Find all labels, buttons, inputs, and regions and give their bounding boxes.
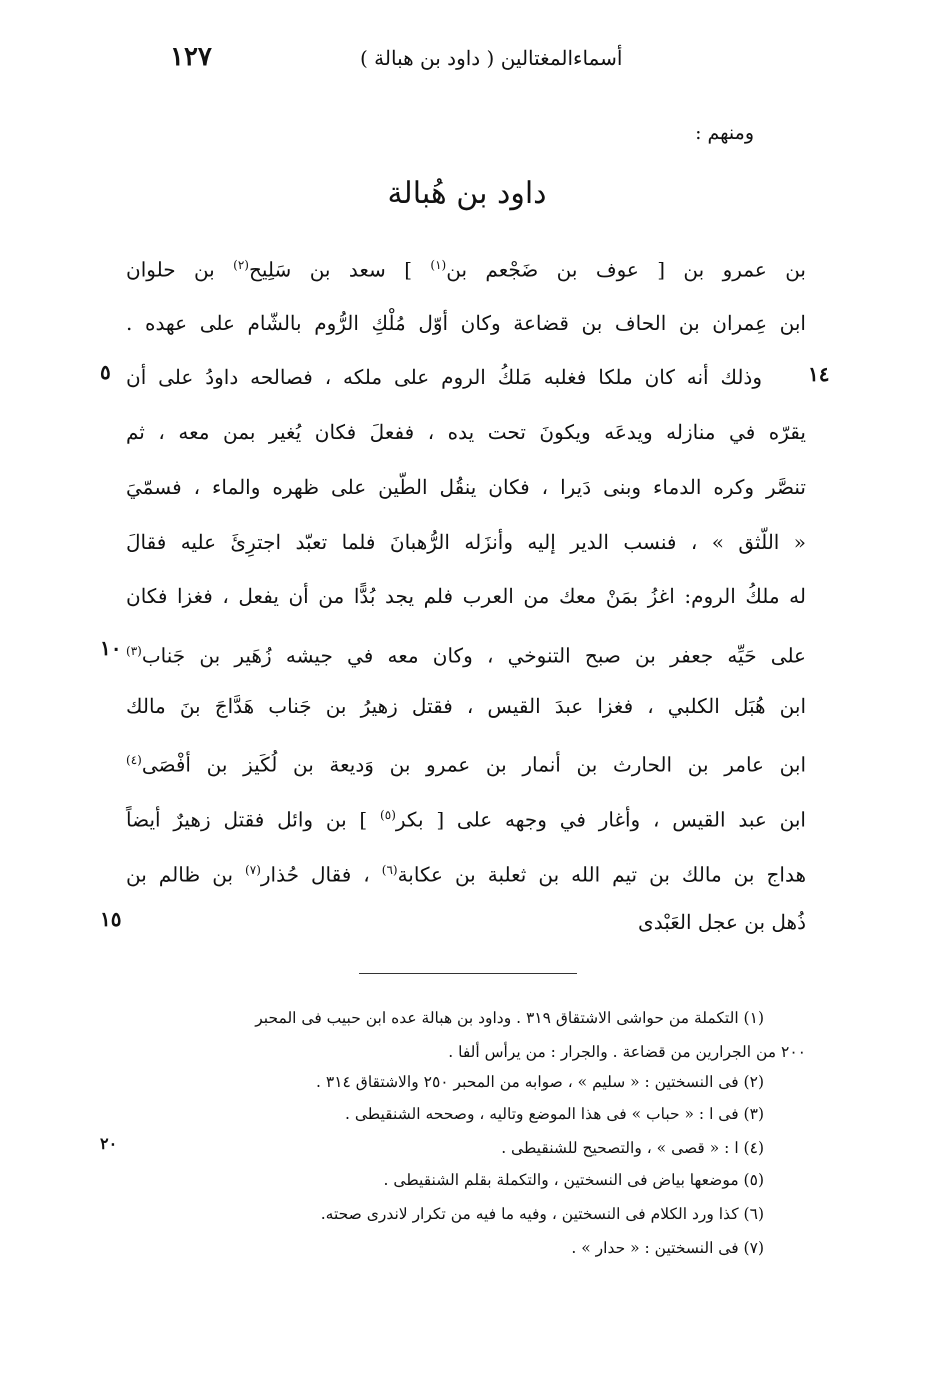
body-line: ابن عِمران بن الحاف بن قضاعة وكان أوّل مُلْكِ الرُّوم بالشّام على عهده . <box>126 311 806 335</box>
body-line: ابن عبد القيس ، وأغار في وجهه على [ بكر$^{(٥)}$ ] بن وائل فقتل زهيرٌ أيضاً <box>126 807 806 832</box>
footnote-line: (٦) كذا ورد الكلام فى النسختين ، وفيه ما فيه من تكرار لاندرى صحته. <box>320 1205 764 1223</box>
line-marker: ١٠ <box>100 636 122 660</box>
intro-text: ومنهم : <box>695 122 754 144</box>
footnote-line: (٧) فى النسختين : « حدار » . <box>571 1239 764 1257</box>
body-line: ابن عامر بن الحارث بن أنمار بن عمرو بن وَديعة بن لُكَيز بن أفْصَى$^{(٤)}$ <box>126 752 806 777</box>
body-line: هداج بن مالك بن تيم الله بن ثعلبة بن عكابة$^{(٦)}$ ، فقال حُذار$^{(٧)}$ بن ظالم بن <box>126 862 806 887</box>
body-line: تنصَّر وكره الدماء وبنى دَيرا ، فكان ينقُل الطّين على ظهره والماء ، فسمّيَ <box>126 475 806 499</box>
body-line: ابن هُبَل الكلبي ، فغزا عبدَ القيس ، فقتل زهيرُ بن جَناب هَدَّاجَ بنَ مالك <box>126 694 806 718</box>
footnote-line: (١) التكملة من حواشى الاشتقاق ٣١٩ . وداود بن هبالة عده ابن حبيب فى المحبر <box>255 1009 764 1027</box>
footnote-line: ٢٠٠ من الجرارين من قضاعة . والجرار : من يرأس ألفا . <box>448 1043 806 1061</box>
body-line: له ملكُ الروم: اغزُ بمَنْ معك من العرب فلم يجد بُدًّا من أن يفعل ، فغزا فكان <box>126 584 806 608</box>
entry-title: داود بن هُبالة <box>387 176 547 211</box>
line-marker: ٢٠ <box>100 1134 118 1153</box>
body-line: ذُهل بن عجل العَبْدى <box>638 910 806 934</box>
running-head: أسماءالمغتالين ( داود بن هبالة ) <box>360 46 623 70</box>
body-line: يقرّه في منازله ويدعَه ويكونَ تحت يده ، ففعلَ فكان يُغير بمن معه ، ثم <box>126 420 806 444</box>
footnote-line: (٤) ا : « قصى » ، والتصحيح للشنقيطى . <box>501 1139 764 1157</box>
page-number: ١٢٧ <box>170 42 212 72</box>
section-number: ١٤ <box>808 362 830 386</box>
body-line: وذلك أنه كان ملكا فغلبه مَلكُ الروم على ملكه ، فصالحه داودُ على أن <box>126 365 762 389</box>
footnote-divider <box>359 973 577 974</box>
footnote-line: (٢) فى النسختين : « سليم » ، صوابه من المحبر ٢٥٠ والاشتقاق ٣١٤ . <box>316 1073 764 1091</box>
footnote-line: (٣) فى ا : « حباب » فى هذا الموضع وتاليه ، وصححه الشنقيطى . <box>345 1105 764 1123</box>
body-line: « اللّثق » ، فنسب الدير إليه وأنزَله الرُّهبانَ فلما تعبّد اجترِئَ عليه فقالَ <box>126 530 806 554</box>
footnote-line: (٥) موضعها بياض فى النسختين ، والتكملة بقلم الشنقيطى . <box>383 1171 764 1189</box>
line-marker: ٥ <box>100 360 111 384</box>
line-marker: ١٥ <box>100 907 122 931</box>
body-line: على حَيِّه جعفر بن صبح التنوخي ، وكان معه في جيشه زُهَير بن جَناب$^{(٣)}$ <box>126 643 806 668</box>
body-line: بن عمرو بن [ عوف بن ضَجْعم بن$^{(١)}$ ] سعد بن سَلِيح$^{(٢)}$ بن حلوان <box>126 257 806 282</box>
